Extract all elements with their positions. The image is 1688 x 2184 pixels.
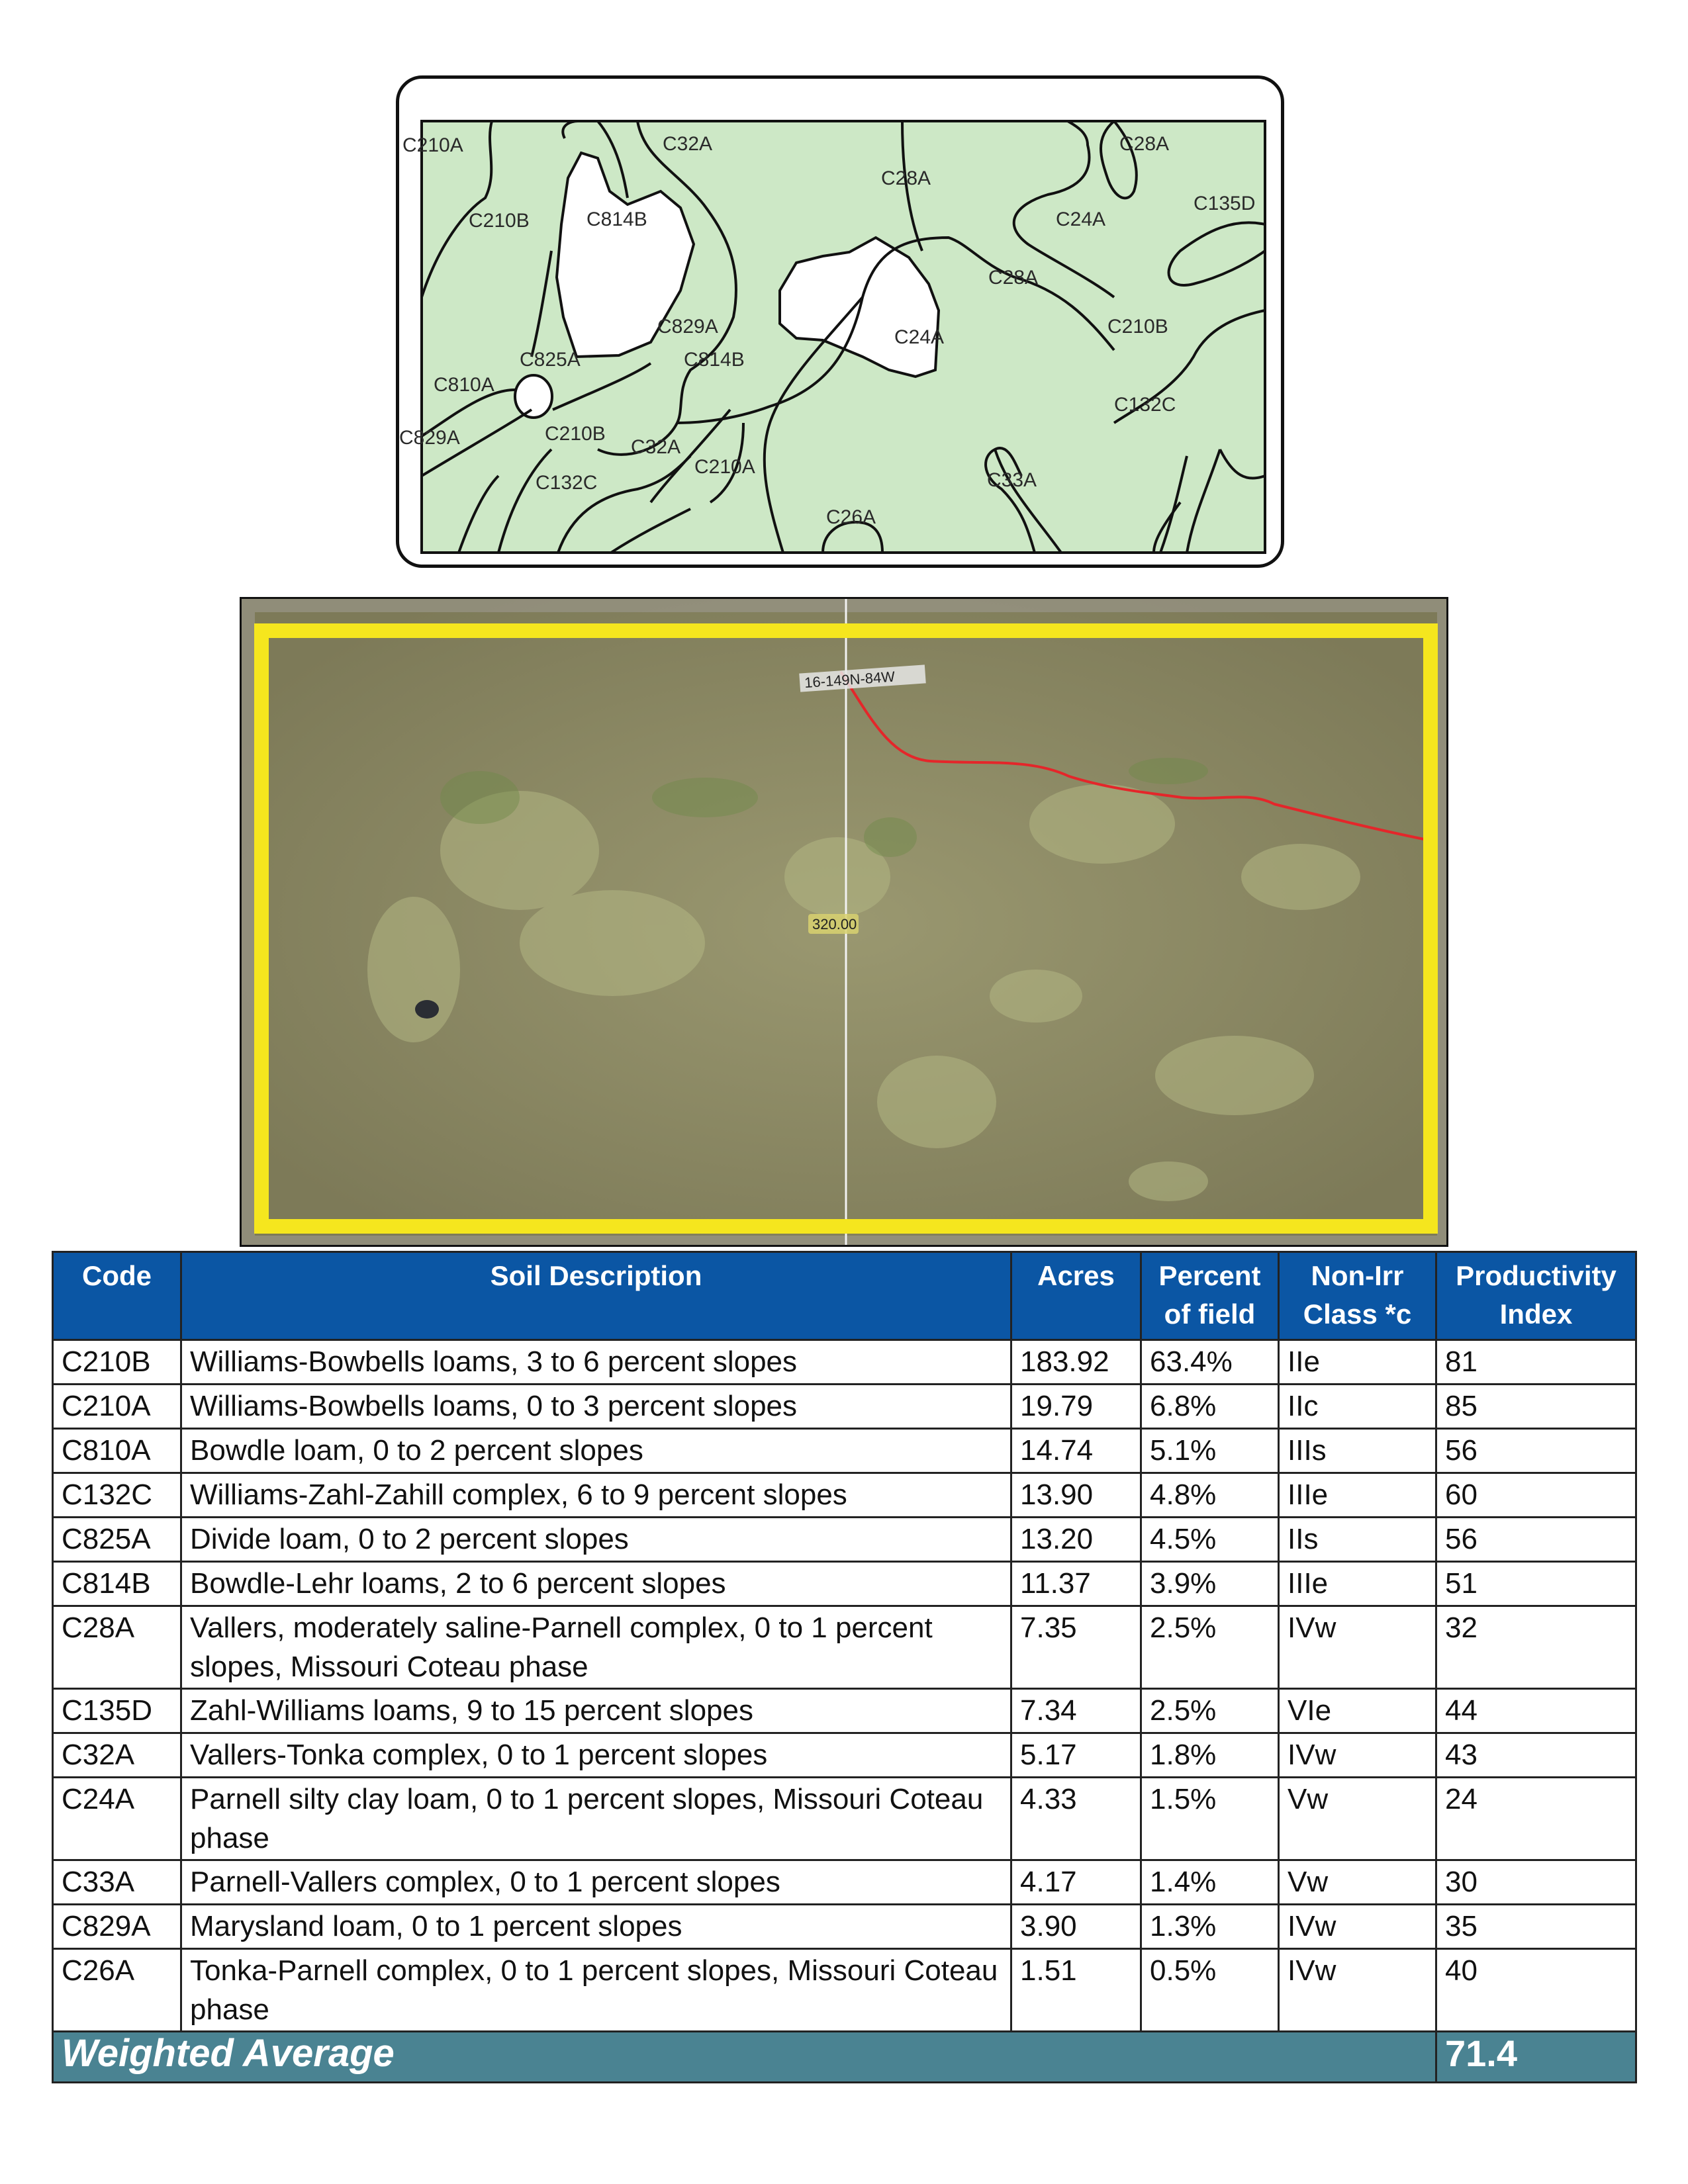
cell-acres: 5.17 — [1011, 1733, 1141, 1778]
cell-pi: 43 — [1436, 1733, 1636, 1778]
cell-pi: 44 — [1436, 1689, 1636, 1733]
table-header-row — [53, 1252, 1636, 1340]
cell-acres: 7.35 — [1011, 1606, 1141, 1689]
cell-pi: 35 — [1436, 1905, 1636, 1949]
cell-acres: 11.37 — [1011, 1562, 1141, 1606]
cell-class: IVw — [1279, 1733, 1436, 1778]
cell-percent: 0.5% — [1141, 1949, 1279, 2032]
aerial-drawing — [242, 599, 1448, 1247]
table-row — [53, 1385, 1636, 1429]
cell-percent: 4.8% — [1141, 1473, 1279, 1518]
map-label: C814B — [684, 349, 745, 371]
cell-pi: 56 — [1436, 1518, 1636, 1562]
cell-description: Zahl-Williams loams, 9 to 15 percent slopes — [181, 1689, 1011, 1733]
cell-pi: 60 — [1436, 1473, 1636, 1518]
map-label: C24A — [1056, 208, 1106, 230]
cell-code: C810A — [53, 1429, 181, 1473]
cell-acres: 14.74 — [1011, 1429, 1141, 1473]
weighted-average-row — [53, 2032, 1636, 2083]
cell-code: C132C — [53, 1473, 181, 1518]
map-label: C28A — [1119, 133, 1170, 155]
table-row — [53, 1733, 1636, 1778]
cell-acres: 7.34 — [1011, 1689, 1141, 1733]
soil-map-drawing — [399, 79, 1288, 571]
cell-code: C33A — [53, 1860, 181, 1905]
map-label: C210B — [545, 423, 606, 445]
map-label: C810A — [434, 374, 494, 396]
cell-code: C814B — [53, 1562, 181, 1606]
cell-class: IIIe — [1279, 1473, 1436, 1518]
map-label: C829A — [399, 427, 460, 449]
cell-class: IIIs — [1279, 1429, 1436, 1473]
header-productivity — [1436, 1252, 1636, 1340]
cell-acres: 4.33 — [1011, 1778, 1141, 1860]
cell-class: Vw — [1279, 1778, 1436, 1860]
cell-percent: 2.5% — [1141, 1606, 1279, 1689]
map-label: C210B — [1107, 316, 1168, 338]
cell-description: Divide loam, 0 to 2 percent slopes — [181, 1518, 1011, 1562]
cell-acres: 19.79 — [1011, 1385, 1141, 1429]
cell-percent: 5.1% — [1141, 1429, 1279, 1473]
header-code: Code — [53, 1252, 181, 1340]
cell-class: IVw — [1279, 1949, 1436, 2032]
cell-code: C28A — [53, 1606, 181, 1689]
cell-pi: 85 — [1436, 1385, 1636, 1429]
cell-percent: 2.5% — [1141, 1689, 1279, 1733]
table-row — [53, 1778, 1636, 1860]
map-label: C135D — [1194, 193, 1256, 214]
cell-description: Tonka-Parnell complex, 0 to 1 percent slopes, Missouri Coteau phase — [181, 1949, 1011, 2032]
table-row — [53, 1905, 1636, 1949]
map-label: C28A — [988, 267, 1039, 289]
header-description: Soil Description — [181, 1252, 1011, 1340]
cell-description: Marysland loam, 0 to 1 percent slopes — [181, 1905, 1011, 1949]
map-label: C829A — [657, 316, 718, 338]
cell-pi: 56 — [1436, 1429, 1636, 1473]
cell-class: IIIe — [1279, 1562, 1436, 1606]
cell-description: Williams-Zahl-Zahill complex, 6 to 9 percent slopes — [181, 1473, 1011, 1518]
weighted-average-value: 71.4 — [1436, 2032, 1636, 2083]
header-percent-line2: of field — [1164, 1298, 1256, 1330]
cell-acres: 1.51 — [1011, 1949, 1141, 2032]
cell-percent: 63.4% — [1141, 1340, 1279, 1385]
map-label: C132C — [536, 472, 598, 494]
cell-class: VIe — [1279, 1689, 1436, 1733]
cell-class: IIc — [1279, 1385, 1436, 1429]
map-label: C24A — [894, 326, 945, 348]
map-label: C210B — [469, 210, 530, 232]
table-row — [53, 1518, 1636, 1562]
cell-code: C210B — [53, 1340, 181, 1385]
cell-percent: 1.3% — [1141, 1905, 1279, 1949]
cell-description: Vallers-Tonka complex, 0 to 1 percent slopes — [181, 1733, 1011, 1778]
header-acres: Acres — [1011, 1252, 1141, 1340]
map-label: C32A — [663, 133, 713, 155]
header-class-line2: Class *c — [1303, 1298, 1412, 1330]
cell-acres: 183.92 — [1011, 1340, 1141, 1385]
cell-pi: 30 — [1436, 1860, 1636, 1905]
section-label-text: 16-149N-84W — [804, 668, 896, 692]
cell-class: IIe — [1279, 1340, 1436, 1385]
cell-code: C135D — [53, 1689, 181, 1733]
table-row — [53, 1429, 1636, 1473]
cell-pi: 40 — [1436, 1949, 1636, 2032]
aerial-photo — [240, 597, 1448, 1247]
cell-description: Williams-Bowbells loams, 3 to 6 percent slopes — [181, 1340, 1011, 1385]
header-percent-line1: Percent — [1158, 1260, 1261, 1291]
header-class-line1: Non-Irr — [1311, 1260, 1404, 1291]
cell-description: Williams-Bowbells loams, 0 to 3 percent slopes — [181, 1385, 1011, 1429]
cell-class: IVw — [1279, 1905, 1436, 1949]
cell-code: C26A — [53, 1949, 181, 2032]
map-label: C825A — [520, 349, 581, 371]
cell-description: Vallers, moderately saline-Parnell complex, 0 to 1 percent slopes, Missouri Coteau phase — [181, 1606, 1011, 1689]
cell-class: IIs — [1279, 1518, 1436, 1562]
cell-pi: 81 — [1436, 1340, 1636, 1385]
table-row — [53, 1562, 1636, 1606]
weighted-average-label: Weighted Average — [53, 2032, 1436, 2083]
header-percent — [1141, 1252, 1279, 1340]
map-label: C132C — [1114, 394, 1176, 416]
cell-percent: 1.4% — [1141, 1860, 1279, 1905]
soil-map — [396, 75, 1284, 568]
soil-table — [52, 1251, 1637, 2083]
acres-label — [808, 914, 859, 934]
cell-class: Vw — [1279, 1860, 1436, 1905]
cell-percent: 4.5% — [1141, 1518, 1279, 1562]
cell-class: IVw — [1279, 1606, 1436, 1689]
map-label: C210A — [694, 456, 755, 478]
cell-description: Bowdle loam, 0 to 2 percent slopes — [181, 1429, 1011, 1473]
acres-label-text: 320.00 — [812, 916, 857, 933]
header-class — [1279, 1252, 1436, 1340]
cell-pi: 32 — [1436, 1606, 1636, 1689]
header-pi-line2: Index — [1499, 1298, 1573, 1330]
table-row — [53, 1689, 1636, 1733]
table-row — [53, 1340, 1636, 1385]
table-row — [53, 1473, 1636, 1518]
header-pi-line1: Productivity — [1456, 1260, 1617, 1291]
cell-code: C24A — [53, 1778, 181, 1860]
cell-acres: 13.90 — [1011, 1473, 1141, 1518]
map-label: C814B — [586, 208, 647, 230]
cell-description: Parnell-Vallers complex, 0 to 1 percent slopes — [181, 1860, 1011, 1905]
cell-code: C829A — [53, 1905, 181, 1949]
map-label: C33A — [987, 469, 1037, 491]
map-label: C210A — [402, 134, 463, 156]
cell-code: C825A — [53, 1518, 181, 1562]
cell-percent: 6.8% — [1141, 1385, 1279, 1429]
cell-percent: 3.9% — [1141, 1562, 1279, 1606]
table-row — [53, 1949, 1636, 2032]
cell-percent: 1.5% — [1141, 1778, 1279, 1860]
map-label: C26A — [826, 506, 876, 528]
pond — [515, 375, 552, 418]
cell-code: C210A — [53, 1385, 181, 1429]
cell-acres: 4.17 — [1011, 1860, 1141, 1905]
map-label: C28A — [881, 167, 931, 189]
cell-acres: 13.20 — [1011, 1518, 1141, 1562]
cell-pi: 24 — [1436, 1778, 1636, 1860]
cell-code: C32A — [53, 1733, 181, 1778]
cell-pi: 51 — [1436, 1562, 1636, 1606]
table-row — [53, 1606, 1636, 1689]
cell-acres: 3.90 — [1011, 1905, 1141, 1949]
table-row — [53, 1860, 1636, 1905]
map-label: C32A — [631, 436, 681, 458]
dugout — [415, 1000, 439, 1019]
cell-percent: 1.8% — [1141, 1733, 1279, 1778]
cell-description: Bowdle-Lehr loams, 2 to 6 percent slopes — [181, 1562, 1011, 1606]
cell-description: Parnell silty clay loam, 0 to 1 percent slopes, Missouri Coteau phase — [181, 1778, 1011, 1860]
